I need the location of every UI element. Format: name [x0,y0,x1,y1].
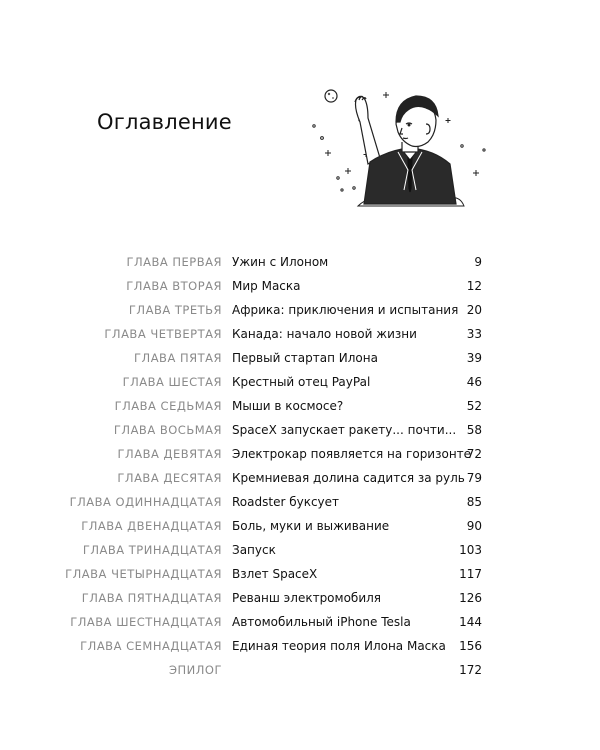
page-title: Оглавление [97,110,232,135]
chapter-label: ГЛАВА ЧЕТЫРНАДЦАТАЯ [65,567,222,581]
chapter-title: Единая теория поля Илона Маска [232,639,446,653]
toc-row[interactable] [0,492,600,516]
toc-row[interactable] [0,300,600,324]
toc-row[interactable] [0,252,600,276]
moon-icon [325,90,337,102]
chapter-label: ГЛАВА ПЕРВАЯ [126,255,222,269]
chapter-label: ГЛАВА ВТОРАЯ [126,279,222,293]
chapter-label: ГЛАВА ПЯТНАДЦАТАЯ [81,591,222,605]
chapter-title: Запуск [232,543,276,557]
chapter-page-number: 156 [459,639,482,653]
toc-row[interactable] [0,348,600,372]
chapter-label: ГЛАВА СЕМНАДЦАТАЯ [80,639,222,653]
toc-row[interactable] [0,420,600,444]
chapter-title: Мыши в космосе? [232,399,344,413]
chapter-title: Первый стартап Илона [232,351,378,365]
chapter-label: ГЛАВА ОДИННАДЦАТАЯ [69,495,222,509]
toc-row[interactable] [0,612,600,636]
chapter-page-number: 52 [466,399,482,413]
chapter-page-number: 58 [466,423,482,437]
toc-row[interactable] [0,660,600,684]
toc-row[interactable] [0,516,600,540]
toc-row[interactable] [0,588,600,612]
chapter-label: ГЛАВА ДВЕНАДЦАТАЯ [81,519,222,533]
toc-row[interactable] [0,396,600,420]
chapter-title: Крестный отец PayPal [232,375,371,389]
chapter-title: SpaceX запускает ракету... почти... [232,423,457,437]
chapter-page-number: 9 [474,255,482,269]
chapter-title: Реванш электромобиля [232,591,382,605]
chapter-page-number: 12 [466,279,482,293]
toc-row[interactable] [0,564,600,588]
chapter-label: ГЛАВА ДЕВЯТАЯ [117,447,222,461]
chapter-page-number: 39 [466,351,482,365]
chapter-page-number: 103 [459,543,482,557]
chapter-page-number: 172 [459,663,482,677]
toc-row[interactable] [0,444,600,468]
chapter-title: Кремниевая долина садится за руль [232,471,465,485]
chapter-page-number: 46 [466,375,482,389]
chapter-title: Ужин с Илоном [232,255,329,269]
chapter-page-number: 72 [466,447,482,461]
chapter-page-number: 85 [466,495,482,509]
chapter-title: Канада: начало новой жизни [232,327,417,341]
chapter-label: ЭПИЛОГ [169,663,222,677]
chapter-title: Боль, муки и выживание [232,519,390,533]
toc-row[interactable] [0,372,600,396]
toc-row[interactable] [0,276,600,300]
toc-row[interactable] [0,324,600,348]
chapter-page-number: 79 [466,471,482,485]
chapter-page-number: 20 [466,303,482,317]
chapter-page-number: 33 [466,327,482,341]
chapter-title: Электрокар появляется на горизонте [232,447,472,461]
chapter-title: Взлет SpaceX [232,567,318,581]
man-reaching-for-moon-illustration [298,78,498,218]
chapter-page-number: 117 [459,567,482,581]
chapter-label: ГЛАВА ПЯТАЯ [134,351,222,365]
chapter-title: Африка: приключения и испытания [232,303,459,317]
chapter-label: ГЛАВА ТРЕТЬЯ [128,303,222,317]
chapter-page-number: 144 [459,615,482,629]
toc-row[interactable] [0,468,600,492]
chapter-label: ГЛАВА ВОСЬМАЯ [113,423,222,437]
chapter-title: Мир Маска [232,279,301,293]
chapter-label: ГЛАВА ШЕСТАЯ [122,375,222,389]
chapter-label: ГЛАВА ЧЕТВЕРТАЯ [104,327,222,341]
chapter-title: Автомобильный iPhone Tesla [232,615,411,629]
chapter-label: ГЛАВА СЕДЬМАЯ [114,399,222,413]
man-figure-icon [355,96,456,204]
toc-row[interactable] [0,540,600,564]
toc-row[interactable] [0,636,600,660]
chapter-label: ГЛАВА ШЕСТНАДЦАТАЯ [70,615,222,629]
chapter-label: ГЛАВА ТРИНАДЦАТАЯ [82,543,222,557]
chapter-page-number: 90 [466,519,482,533]
chapter-label: ГЛАВА ДЕСЯТАЯ [117,471,222,485]
chapter-title: Roadster буксует [232,495,340,509]
chapter-page-number: 126 [459,591,482,605]
